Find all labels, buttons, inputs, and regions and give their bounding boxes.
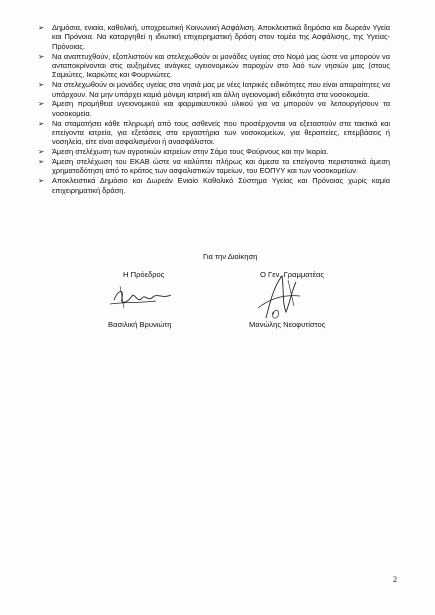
arrow-bullet-icon: ➢ bbox=[38, 157, 45, 167]
list-item bbox=[38, 147, 390, 156]
president-title: Η Πρόεδρος bbox=[123, 270, 165, 279]
list-item bbox=[38, 157, 390, 176]
president-name: Βασιλική Βρυνιώτη bbox=[108, 320, 172, 329]
arrow-bullet-icon: ➢ bbox=[38, 118, 45, 128]
list-item-text: Αποκλειστικά Δημόσιο και Δωρεάν Ενιαίο Καθολικό Σύστημα Υγείας και Πρόνοιας χωρίς καμία επιχειρηματική δράση. bbox=[52, 176, 390, 195]
secretary-name: Μανώλης Νεοφυτίστος bbox=[249, 320, 326, 329]
arrow-bullet-icon: ➢ bbox=[38, 147, 45, 157]
arrow-bullet-icon: ➢ bbox=[38, 99, 45, 109]
president-signature-icon bbox=[108, 282, 178, 312]
arrow-bullet-icon: ➢ bbox=[38, 80, 45, 90]
list-item bbox=[38, 80, 390, 99]
list-item-text: Να σταματήσει κάθε πληρωμή από τους ασθενείς που προσέρχονται να εξεταστούν στα τακτικά και επείγοντα ιατρεία, για εξετάσεις στα εργαστήρια των νοσοκομείων, για θεραπείες, επεμβάσεις ή νοσηλεία, είτε είναι ασφαλισμένοι ή ανασφάλιστοι. bbox=[52, 118, 390, 147]
list-item bbox=[38, 99, 390, 118]
arrow-bullet-icon: ➢ bbox=[38, 176, 45, 186]
page-number: 2 bbox=[393, 575, 397, 584]
list-item bbox=[38, 119, 390, 147]
list-item-text: Άμεση στελέχωση των αγροτικών ιατρείων στην Σάμο τους Φούρνους και την Ικαρία. bbox=[52, 147, 329, 157]
demands-list bbox=[38, 23, 390, 195]
list-item-text: Άμεση προμήθεια υγειονομικού και φαρμακευτικού υλικού για να μπορούν να λειτουργήσουν τα νοσοκομεία. bbox=[52, 99, 390, 118]
secretary-title: Ο Γεν. Γραμματέας bbox=[260, 270, 325, 279]
arrow-bullet-icon: ➢ bbox=[38, 51, 45, 61]
list-item bbox=[38, 176, 390, 195]
list-item bbox=[38, 23, 390, 51]
list-item-text: Να στελεχωθούν οι μονάδες υγείας στα νησιά μας με νέες Ιατρικές ειδικότητες που είναι απαραίτητες να υπάρχουν. Να μην υπάρχει καμιά μόνιμη ιατρική και άλλη υγειονομική ειδικότητα στα νοσοκομεία. bbox=[52, 80, 390, 99]
secretary-signature-icon bbox=[248, 272, 308, 322]
list-item-text: Δημόσια, ενιαία, καθολική, υποχρεωτική Κοινωνική Ασφάλιση. Αποκλειστικά δημόσια και δωρεάν Υγεία και Πρόνοια. Να καταργηθεί η ιδιωτική επιχειρηματική δράση στον τομέα της Ασφάλισης, της Υγείας- Πρόνοιας. bbox=[52, 23, 390, 51]
list-item-text: Να αναπτυχθούν, εξοπλιστούν και στελεχωθούν οι μονάδες υγείας στο Νομό μας ώστε να μπορούν να ανταποκρίνονται στις αυξημένες ανάγκες υγειονομικών παροχών στο λαό των νησιών μας (στους Σαμιώτες, Ικαριώτες και Φουρνιώτες. bbox=[52, 51, 390, 80]
arrow-bullet-icon: ➢ bbox=[38, 23, 45, 32]
list-item-text: Άμεση στελέχωση του ΕΚΑΒ ώστε να καλύπτει πλήρως και άμεσα τα επείγοντα περιστατικά άμεση χρηματοδότηση από το κράτος των ασφαλιστικών ταμείων, του ΕΟΠΥΥ και των νοσοκομείων. bbox=[52, 157, 390, 176]
on-behalf-label: Για την Διοίκηση bbox=[203, 252, 258, 261]
list-item bbox=[38, 52, 390, 80]
